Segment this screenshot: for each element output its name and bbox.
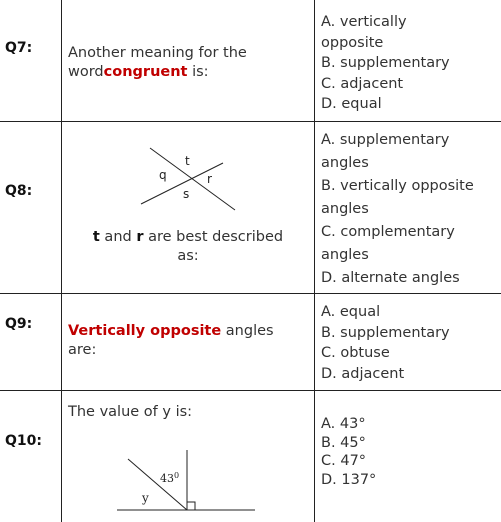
question-label-q7: Q7: bbox=[5, 40, 33, 56]
option-line: B. 45° bbox=[321, 434, 366, 451]
q7-prompt-after: is: bbox=[187, 64, 209, 80]
angle-value: 43 bbox=[160, 472, 174, 485]
option-line: A. supplementary bbox=[321, 132, 450, 148]
question-label-q8: Q8: bbox=[5, 183, 33, 199]
answer-options-q10 bbox=[321, 415, 376, 489]
right-angle-diagram bbox=[112, 448, 262, 518]
option-line: opposite bbox=[321, 34, 384, 51]
angle-label-t: t bbox=[185, 154, 190, 168]
option-line: C. adjacent bbox=[321, 75, 404, 92]
question-label-q10: Q10: bbox=[5, 433, 42, 449]
option-line: C. obtuse bbox=[321, 345, 390, 361]
option-line: D. 137° bbox=[321, 471, 377, 488]
grid-line-left bbox=[61, 0, 62, 522]
option-line: D. adjacent bbox=[321, 365, 405, 382]
option-line: C. complementary bbox=[321, 224, 455, 240]
question-text-q10: The value of y is: bbox=[68, 404, 193, 420]
angle-value-label bbox=[160, 471, 179, 485]
unknown-y-label: y bbox=[142, 491, 149, 505]
q8-term-t: t bbox=[92, 229, 100, 245]
option-line: A. vertically bbox=[321, 14, 407, 30]
intersecting-lines-diagram bbox=[135, 145, 245, 215]
question-text-q8 bbox=[68, 228, 308, 266]
answer-options-q7 bbox=[321, 12, 450, 115]
degree-mark: 0 bbox=[174, 471, 180, 480]
option-line: D. alternate angles bbox=[321, 270, 460, 286]
answer-options-q8 bbox=[321, 129, 474, 290]
option-line: angles bbox=[321, 155, 369, 171]
option-line: angles bbox=[321, 201, 369, 217]
row-divider-q9 bbox=[0, 390, 501, 391]
option-line: C. 47° bbox=[321, 453, 367, 469]
angle-label-r: r bbox=[207, 172, 212, 186]
option-line: B. supplementary bbox=[321, 324, 450, 341]
question-label-q9: Q9: bbox=[5, 316, 33, 332]
option-line: B. supplementary bbox=[321, 55, 450, 71]
right-angle-marker bbox=[187, 502, 195, 510]
option-line: angles bbox=[321, 247, 369, 263]
q7-keyword: congruent bbox=[103, 64, 188, 80]
q9-keyword: Vertically opposite bbox=[68, 323, 222, 339]
question-text-q9 bbox=[68, 322, 308, 360]
option-line: A. equal bbox=[321, 304, 381, 320]
q8-prompt-line2: as: bbox=[177, 248, 199, 264]
option-line: B. vertically opposite bbox=[321, 178, 474, 194]
option-line: A. 43° bbox=[321, 416, 366, 432]
q9-prompt-after: angles bbox=[221, 323, 274, 339]
angle-label-s: s bbox=[183, 187, 190, 201]
slanted-ray bbox=[128, 459, 187, 510]
row-divider-q7 bbox=[0, 121, 501, 122]
q8-prompt-after: are best described bbox=[143, 229, 284, 245]
q8-term-r: r bbox=[136, 229, 144, 245]
q9-prompt-line2: are: bbox=[68, 342, 97, 358]
answer-options-q9 bbox=[321, 302, 450, 384]
angle-label-q: q bbox=[159, 168, 167, 182]
grid-line-right bbox=[314, 0, 315, 522]
q7-prompt-before: Another meaning for the word bbox=[68, 45, 247, 80]
q8-prompt-mid: and bbox=[99, 229, 137, 245]
option-line: D. equal bbox=[321, 96, 382, 112]
row-divider-q8 bbox=[0, 293, 501, 294]
question-text-q7 bbox=[68, 44, 308, 82]
